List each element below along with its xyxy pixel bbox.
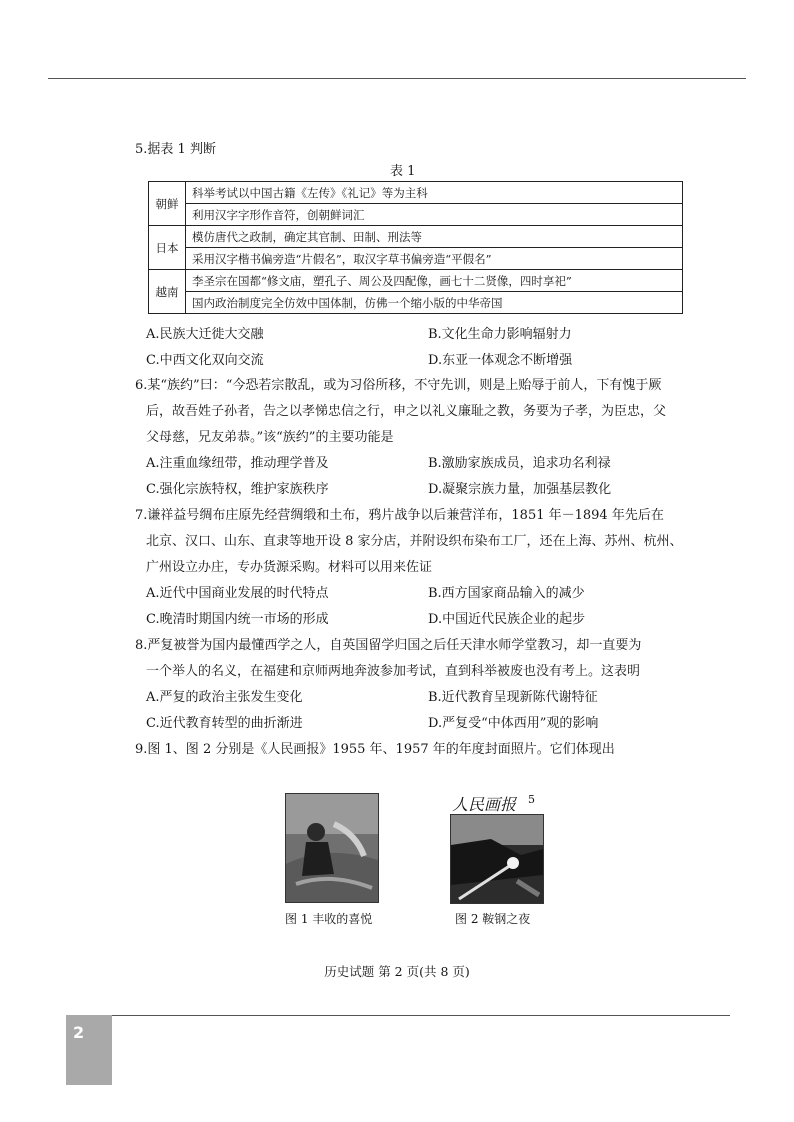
q6-option-b: B.激励家族成员，追求功名利禄 bbox=[428, 456, 611, 471]
q7-line-3: 广州设立办庄，专办货源采购。材料可以用来佐证 bbox=[146, 560, 433, 575]
q8-option-c: C.近代教育转型的曲折渐进 bbox=[146, 716, 303, 731]
table-cell: 李圣宗在国都“修文庙，塑孔子、周公及四配像，画七十二贤像，四时享祀” bbox=[186, 270, 683, 292]
header-rule bbox=[48, 78, 746, 79]
q6-option-a: A.注重血缘纽带，推动理学普及 bbox=[146, 456, 329, 471]
footer-rule bbox=[112, 1015, 730, 1016]
page-number: 2 bbox=[73, 1023, 85, 1042]
q7-option-c: C.晚清时期国内统一市场的形成 bbox=[146, 612, 329, 627]
table-cell: 科举考试以中国古籍《左传》《礼记》等为主科 bbox=[186, 182, 683, 204]
q6-option-c: C.强化宗族特权，维护家族秩序 bbox=[146, 482, 329, 497]
q9-stem: 9.图 1、图 2 分别是《人民画报》1955 年、1957 年的年度封面照片。它们体现出 bbox=[135, 742, 615, 757]
q8-option-a: A.严复的政治主张发生变化 bbox=[146, 690, 303, 705]
figure-2-photo bbox=[450, 814, 544, 904]
q7-line-2: 北京、汉口、山东、直隶等地开设 8 家分店，并附设织布染布工厂，还在上海、苏州、杭州、 bbox=[146, 534, 683, 549]
q5-option-b: B.文化生命力影响辐射力 bbox=[428, 327, 572, 342]
table-country-korea: 朝鲜 bbox=[149, 182, 186, 226]
q6-option-d: D.凝聚宗族力量，加强基层教化 bbox=[428, 482, 612, 497]
q6-line-3: 父母慈，兄友弟恭。”该“族约”的主要功能是 bbox=[146, 430, 394, 445]
table-country-japan: 日本 bbox=[149, 226, 186, 270]
page-number-tab bbox=[66, 1015, 112, 1085]
q5-stem: 5.据表 1 判断 bbox=[135, 142, 216, 157]
q7-line-1: 7.谦祥益号绸布庄原先经营绸缎和土布，鸦片战争以后兼营洋布，1851 年－1894 年先后在 bbox=[135, 508, 664, 523]
figure-1-caption: 图 1 丰收的喜悦 bbox=[285, 912, 373, 926]
figure-2-masthead: 人民画报 bbox=[452, 795, 517, 814]
q6-line-1: 6.某“族约”曰：“今恐若宗散乱，或为习俗所移，不守先训，则是上贻辱于前人，下有愧于厥 bbox=[135, 378, 662, 393]
figure-2-issue-number: 5 bbox=[528, 793, 535, 806]
page-footer: 历史试题 第 2 页(共 8 页) bbox=[324, 964, 470, 979]
q8-option-b: B.近代教育呈现新陈代谢特征 bbox=[428, 690, 598, 705]
table-cell: 采用汉字楷书偏旁造“片假名”，取汉字草书偏旁造“平假名” bbox=[186, 248, 683, 270]
q8-option-d: D.严复受“中体西用”观的影响 bbox=[428, 716, 599, 731]
figure-1-photo bbox=[285, 793, 379, 903]
table-cell: 国内政治制度完全仿效中国体制，仿佛一个缩小版的中华帝国 bbox=[186, 292, 683, 314]
q7-option-b: B.西方国家商品输入的减少 bbox=[428, 586, 585, 601]
q6-line-2: 后，故吾姓子孙者，告之以孝悌忠信之行，申之以礼义廉耻之教，务要为子孝，为臣忠，父 bbox=[146, 404, 667, 419]
q7-option-a: A.近代中国商业发展的时代特点 bbox=[146, 586, 329, 601]
table-1 bbox=[148, 181, 683, 314]
table-cell: 模仿唐代之政制，确定其官制、田制、刑法等 bbox=[186, 226, 683, 248]
q5-option-c: C.中西文化双向交流 bbox=[146, 353, 264, 368]
q7-option-d: D.中国近代民族企业的起步 bbox=[428, 612, 586, 627]
q8-line-2: 一个举人的名义，在福建和京师两地奔波参加考试，直到科举被废也没有考上。这表明 bbox=[146, 664, 641, 679]
q5-option-d: D.东亚一体观念不断增强 bbox=[428, 353, 573, 368]
q8-line-1: 8.严复被誉为国内最懂西学之人，自英国留学归国之后任天津水师学堂教习，却一直要为 bbox=[135, 638, 642, 653]
table-cell: 利用汉字字形作音符，创朝鲜词汇 bbox=[186, 204, 683, 226]
figure-2-caption: 图 2 鞍钢之夜 bbox=[455, 912, 531, 926]
table-country-vietnam: 越南 bbox=[149, 270, 186, 314]
q5-option-a: A.民族大迁徙大交融 bbox=[146, 327, 264, 342]
table-title: 表 1 bbox=[390, 164, 416, 179]
